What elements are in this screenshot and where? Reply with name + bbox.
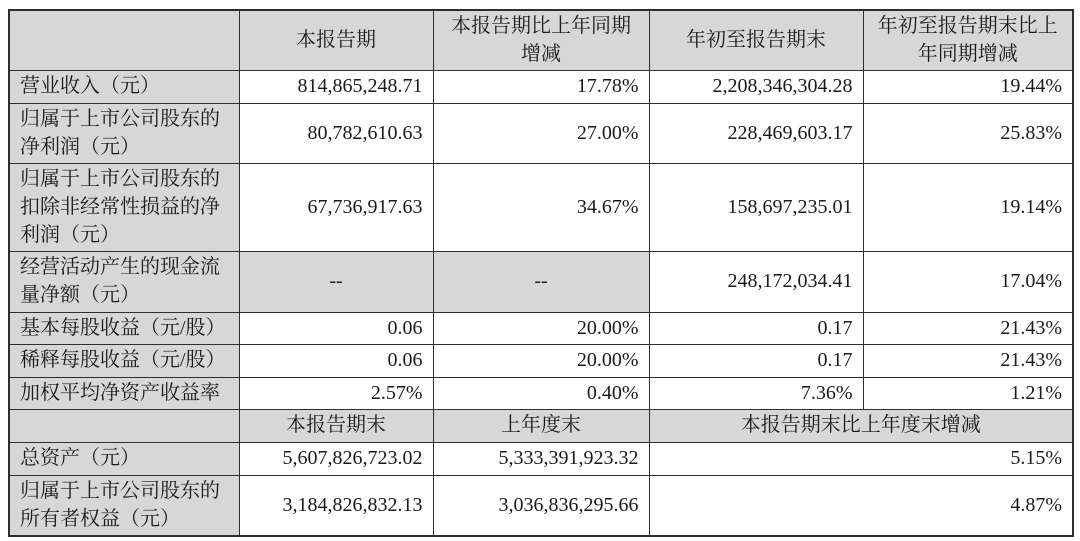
header-ytd-change-line2: 年同期增减 (917, 42, 1018, 65)
header-period-change-line2: 增减 (521, 42, 561, 65)
value-ytd: 0.17 (649, 345, 863, 378)
value-period: 0.06 (239, 312, 433, 345)
value-period-dash: -- (239, 252, 433, 312)
value-period: 80,782,610.63 (239, 104, 433, 164)
header-ytd: 年初至报告期末 (649, 10, 863, 71)
value-ytd: 158,697,235.01 (649, 164, 863, 252)
value-ytd-change: 21.43% (863, 312, 1073, 345)
value-ytd: 228,469,603.17 (649, 104, 863, 164)
subheader-row (9, 410, 1073, 443)
header-period-change (433, 10, 649, 71)
subheader-corner-cell (9, 410, 239, 443)
header-period-change-line1: 本报告期比上年同期 (451, 15, 631, 37)
value-period: 67,736,917.63 (239, 164, 433, 252)
row-basic-eps (9, 312, 1073, 345)
row-label: 加权平均净资产收益率 (9, 377, 239, 410)
value-ytd: 7.36% (649, 377, 863, 410)
row-label: 营业收入（元） (9, 71, 239, 104)
value-ytd-change: 21.43% (863, 345, 1073, 378)
value-period: 2.57% (239, 377, 433, 410)
header-ytd-change-line1: 年初至报告期末比上 (877, 15, 1058, 37)
row-label: 归属于上市公司股东的扣除非经常性损益的净利润（元） (9, 164, 239, 252)
row-net-profit-excl-nonrecurring (9, 164, 1073, 252)
value-period: 814,865,248.71 (239, 71, 433, 104)
value-ytd-change: 19.44% (863, 71, 1073, 104)
row-net-profit (9, 104, 1073, 164)
row-diluted-eps (9, 345, 1073, 378)
value-ytd: 248,172,034.41 (649, 252, 863, 312)
value-period-change: 17.78% (433, 71, 649, 104)
header-corner-cell (9, 10, 239, 71)
header-row (9, 10, 1073, 71)
row-label: 基本每股收益（元/股） (9, 312, 239, 345)
value-ytd-change: 25.83% (863, 104, 1073, 164)
row-weighted-avg-roe (9, 377, 1073, 410)
value-prev-year-end: 3,036,836,295.66 (433, 475, 649, 536)
row-operating-revenue (9, 71, 1073, 104)
value-change: 5.15% (649, 442, 1073, 475)
value-period-change-dash: -- (433, 252, 649, 312)
value-period-change: 0.40% (433, 377, 649, 410)
row-label: 总资产（元） (9, 442, 239, 475)
value-ytd-change: 1.21% (863, 377, 1073, 410)
subheader-period-end: 本报告期末 (239, 410, 433, 443)
value-prev-year-end: 5,333,391,923.32 (433, 442, 649, 475)
value-period-end: 3,184,826,832.13 (239, 475, 433, 536)
value-ytd-change: 19.14% (863, 164, 1073, 252)
value-change: 4.87% (649, 475, 1073, 536)
row-label: 经营活动产生的现金流量净额（元） (9, 252, 239, 312)
row-label: 归属于上市公司股东的所有者权益（元） (9, 475, 239, 536)
value-ytd: 2,208,346,304.28 (649, 71, 863, 104)
value-period-end: 5,607,826,723.02 (239, 442, 433, 475)
header-ytd-change (863, 10, 1073, 71)
financial-summary-table (8, 9, 1074, 537)
value-period-change: 27.00% (433, 104, 649, 164)
value-period-change: 20.00% (433, 312, 649, 345)
subheader-change: 本报告期末比上年度末增减 (649, 410, 1073, 443)
value-period-change: 34.67% (433, 164, 649, 252)
row-owners-equity (9, 475, 1073, 536)
row-total-assets (9, 442, 1073, 475)
subheader-prev-year-end: 上年度末 (433, 410, 649, 443)
value-period-change: 20.00% (433, 345, 649, 378)
value-ytd: 0.17 (649, 312, 863, 345)
row-operating-cash-flow (9, 252, 1073, 312)
value-period: 0.06 (239, 345, 433, 378)
row-label: 稀释每股收益（元/股） (9, 345, 239, 378)
value-ytd-change: 17.04% (863, 252, 1073, 312)
row-label: 归属于上市公司股东的净利润（元） (9, 104, 239, 164)
header-current-period: 本报告期 (239, 10, 433, 71)
